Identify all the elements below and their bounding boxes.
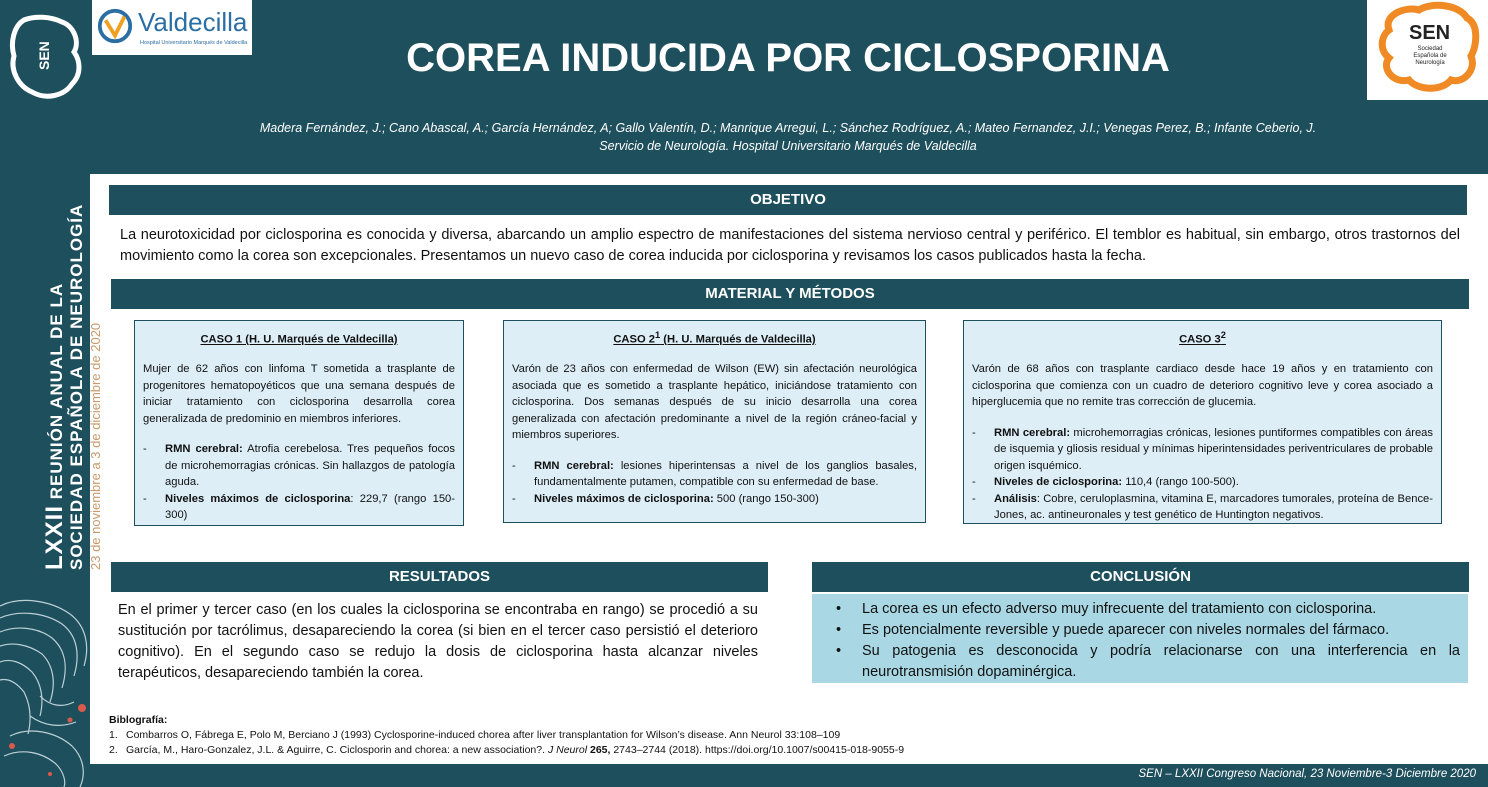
objetivo-heading: OBJETIVO [109,185,1467,215]
conclusion-list [836,599,1460,683]
case-3-box [963,320,1442,524]
side-vertical-text [41,203,105,570]
case-1-list [143,441,455,524]
side-line2: SOCIEDAD ESPAÑOLA DE NEUROLOGÍA [67,203,86,570]
list-item: - RMN cerebral: Atrofia cerebelosa. Tres pequeños focos de microhemorragias crónicas. Sin hallazgos de patología aguda. [143,441,455,491]
side-edition: LXXII [41,504,68,570]
list-item: - Análisis: Cobre, ceruloplasmina, vitamina E, marcadores tumorales, proteína de Bence-Jones, ac. antineuronales y test genético de Huntington negativos. [972,491,1433,524]
side-dates: 23 de noviembre a 3 de diciembre de 2020 [88,322,103,570]
footer-text: SEN – LXXII Congreso Nacional, 23 Noviembre-3 Diciembre 2020 [1138,768,1476,780]
resultados-heading: RESULTADOS [111,562,768,592]
valdecilla-subtitle: Hospital Universitario Marqués de Valdecilla [140,40,248,46]
list-item: • La corea es un efecto adverso muy infrecuente del tratamiento con ciclosporina. [836,599,1460,620]
side-line1: REUNIÓN ANUAL DE LA [47,282,66,505]
resultados-text: En el primer y tercer caso (en los cuales la ciclosporina se encontraba en rango) se procedió a su sustitución por tacrólimus, desapareciendo la corea (si bien en el tercer caso persistió el deterioro cognitivo). En el segundo caso se redujo la dosis de ciclosporina hasta alcanzar niveles terapéuticos, desapareciendo también la corea. [118,602,758,681]
reference-item: 2. García, M., Haro-Gonzalez, J.L. & Aguirre, C. Ciclosporin and chorea: a new association?. J Neurol 265, 2743–2744 (2018). https://doi.org/10.1007/s00415-018-9055-9 [109,744,905,756]
case-1-intro: Mujer de 62 años con linfoma T sometida a trasplante de progenitores hematopoyéticos que una semana después de iniciar tratamiento con ciclosporina desarrolla corea generalizada de predominio en miembros inferiores. [143,363,455,425]
list-item: - RMN cerebral: lesiones hiperintensas a nivel de los ganglios basales, fundamentalmente putamen, compatible con su enfermedad de base. [512,458,917,491]
sen-subtitle: Sociedad Española de Neurología [1413,46,1447,66]
reference-item: 1. Combarros O, Fábrega E, Polo M, Berciano J (1993) Cyclosporine-induced chorea after liver transplantation for Wilson’s disease. Ann Neurol 33:108–109 [109,729,841,741]
list-item: - Niveles de ciclosporina: 110,4 (rango 100-500). [972,474,1433,491]
objetivo-text: La neurotoxicidad por ciclosporina es conocida y diversa, abarcando un amplio espectro de manifestaciones del sistema nervioso central y periférico. El temblor es habitual, sin embargo, otros trastornos del movimiento como la corea son excepcionales. Presentamos un nuevo caso de corea inducida por ciclosporina y revisamos los casos publicados hasta la fecha. [120,227,1460,264]
case-1-title: CASO 1 (H. U. Marqués de Valdecilla) [200,333,398,346]
case-3-intro: Varón de 68 años con trasplante cardiaco desde hace 19 años y en tratamiento con ciclosporina que comienza con un cuadro de deterioro cognitivo leve y corea asociado a hiperglucemia que no remite tras corrección de glucemia. [972,363,1433,409]
footer-band [90,764,1488,787]
side-banner [0,0,103,787]
case-2-title: CASO $2^1$ (H. U. Marqués de Valdecilla) [613,330,816,346]
case-2-list [512,458,917,508]
list-item: • Su patogenia es desconocida y podría relacionarse con una interferencia en la neurotransmisión dopaminérgica. [836,641,1460,683]
metodos-heading: MATERIAL Y MÉTODOS [111,279,1469,309]
brain-illustration-icon [0,596,90,787]
list-item: - Niveles máximos de ciclosporina: 229,7 (rango 150-300) [143,491,455,524]
sen-name: SEN [1409,22,1451,44]
authors: Madera Fernández, J.; Cano Abascal, A.; García Hernández, A; Gallo Valentín, D.; Manrique Arregui, L.; Sánchez Rodríguez, A.; Mateo Fernandez, J.I.; Venegas Perez, B.; Infante Ceberio, J. [259,121,1317,135]
conclusion-box [812,594,1468,683]
bibliography [109,713,1409,758]
authors-block [90,119,1486,155]
case-3-list [972,425,1433,524]
list-item: - Niveles máximos de ciclosporina: 500 (rango 150-300) [512,491,917,508]
poster-title: COREA INDUCIDA POR CICLOSPORINA [406,36,1170,80]
conclusion-heading: CONCLUSIÓN [812,562,1469,592]
bibliography-heading: Biblografía: [109,714,168,726]
case-2-box [503,320,926,523]
case-3-title: CASO $3^2$ [1179,330,1226,346]
affiliation: Servicio de Neurología. Hospital Universitario Marqués de Valdecilla [599,139,977,153]
case-1-box [134,320,464,526]
side-logo-text: SEN [36,41,52,70]
case-2-intro: Varón de 23 años con enfermedad de Wilson (EW) sin afectación neurológica asociada que es sometido a trasplante hepático, iniciándose tratamiento con ciclosporina. Dos semanas después de su inicio desarrolla una corea generalizada con afectación predominante a nivel de la región cráneo-facial y miembros superiores. [512,363,917,442]
list-item: • Es potencialmente reversible y puede aparecer con niveles normales del fármaco. [836,620,1460,641]
list-item: - RMN cerebral: microhemorragias crónicas, lesiones puntiformes compatibles con áreas de isquemia y gliosis residual y mínimas hiperintensidades periventriculares de probable origen isquémico. [972,425,1433,475]
valdecilla-name: Valdecilla [138,7,248,37]
